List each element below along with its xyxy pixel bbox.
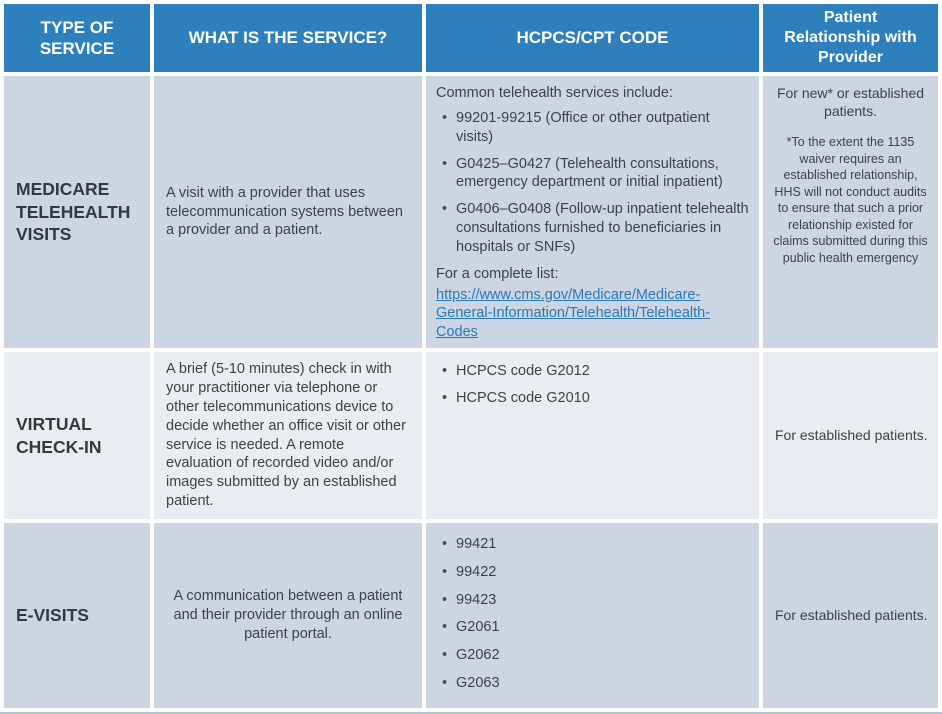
code-item: • 99201-99215 (Office or other outpatient visits) — [436, 109, 749, 147]
relationship-text: For established patients. — [775, 607, 928, 624]
code-item: • HCPCS code G2010 — [436, 389, 749, 408]
codes-footer-text: For a complete list: — [436, 265, 559, 282]
cell-medicare-relationship — [763, 76, 938, 348]
cell-virtual-check-in-description: A brief (5-10 minutes) check in with your practitioner via telephone or other telecommunications device to decide whether an office visit or other service is needed. A remote evaluation of recorded video and/or images submitted by an established patient. — [154, 352, 422, 519]
cell-e-visits-description: A communication between a patient and their provider through an online patient portal. — [154, 523, 422, 708]
cell-e-visits-relationship — [763, 523, 938, 708]
relationship-waiver-note: *To the extent the 1135 waiver requires an established relationship, HHS will not conduct audits to ensure that such a prior relationship existed for claims submitted during this public health emergency — [773, 135, 928, 265]
code-item: • G2061 — [436, 618, 749, 637]
relationship-text: For new* or established patients. — [776, 85, 925, 120]
table-row-medicare-telehealth-visits — [4, 76, 938, 348]
code-item: • HCPCS code G2012 — [436, 362, 749, 381]
cell-medicare-codes — [426, 76, 759, 348]
code-item: • G2063 — [436, 674, 749, 693]
cell-medicare-description: A visit with a provider that uses telecommunication systems between a provider and a patient. — [154, 76, 422, 348]
row-label-virtual-check-in: VIRTUAL CHECK-IN — [4, 352, 150, 519]
table-row-virtual-check-in — [4, 352, 938, 519]
code-item: • G2062 — [436, 646, 749, 665]
col-header-type-of-service: TYPE OF SERVICE — [4, 4, 150, 72]
code-item: • G0425–G0427 (Telehealth consultations, emergency department or initial inpatient) — [436, 155, 749, 193]
col-header-patient-relationship: Patient Relationship with Provider — [763, 4, 938, 72]
relationship-text: For established patients. — [775, 427, 928, 444]
row-label-medicare-telehealth-visits: MEDICARE TELEHEALTH VISITS — [4, 76, 150, 348]
medicare-code-list — [436, 109, 749, 257]
cell-e-visits-codes — [426, 523, 759, 708]
e-visits-code-list — [436, 535, 749, 693]
code-item: • 99422 — [436, 563, 749, 582]
cms-telehealth-codes-link[interactable]: https://www.cms.gov/Medicare/Medicare-General-Information/Telehealth/Telehealth-Codes — [436, 286, 711, 341]
cell-virtual-check-in-codes — [426, 352, 759, 519]
code-item: • G0406–G0408 (Follow-up inpatient telehealth consultations furnished to beneficiaries in hospitals or SNFs) — [436, 200, 749, 257]
codes-intro-text: Common telehealth services include: — [436, 85, 673, 101]
table-row-e-visits — [4, 523, 938, 708]
cell-virtual-check-in-relationship — [763, 352, 938, 519]
col-header-hcpcs-cpt-code: HCPCS/CPT CODE — [426, 4, 759, 72]
code-item: • 99423 — [436, 591, 749, 610]
row-label-e-visits: E-VISITS — [4, 523, 150, 708]
code-item: • 99421 — [436, 535, 749, 554]
table-header-row — [4, 4, 938, 72]
virtual-check-in-code-list — [436, 362, 749, 408]
col-header-what-is-the-service: WHAT IS THE SERVICE? — [154, 4, 422, 72]
